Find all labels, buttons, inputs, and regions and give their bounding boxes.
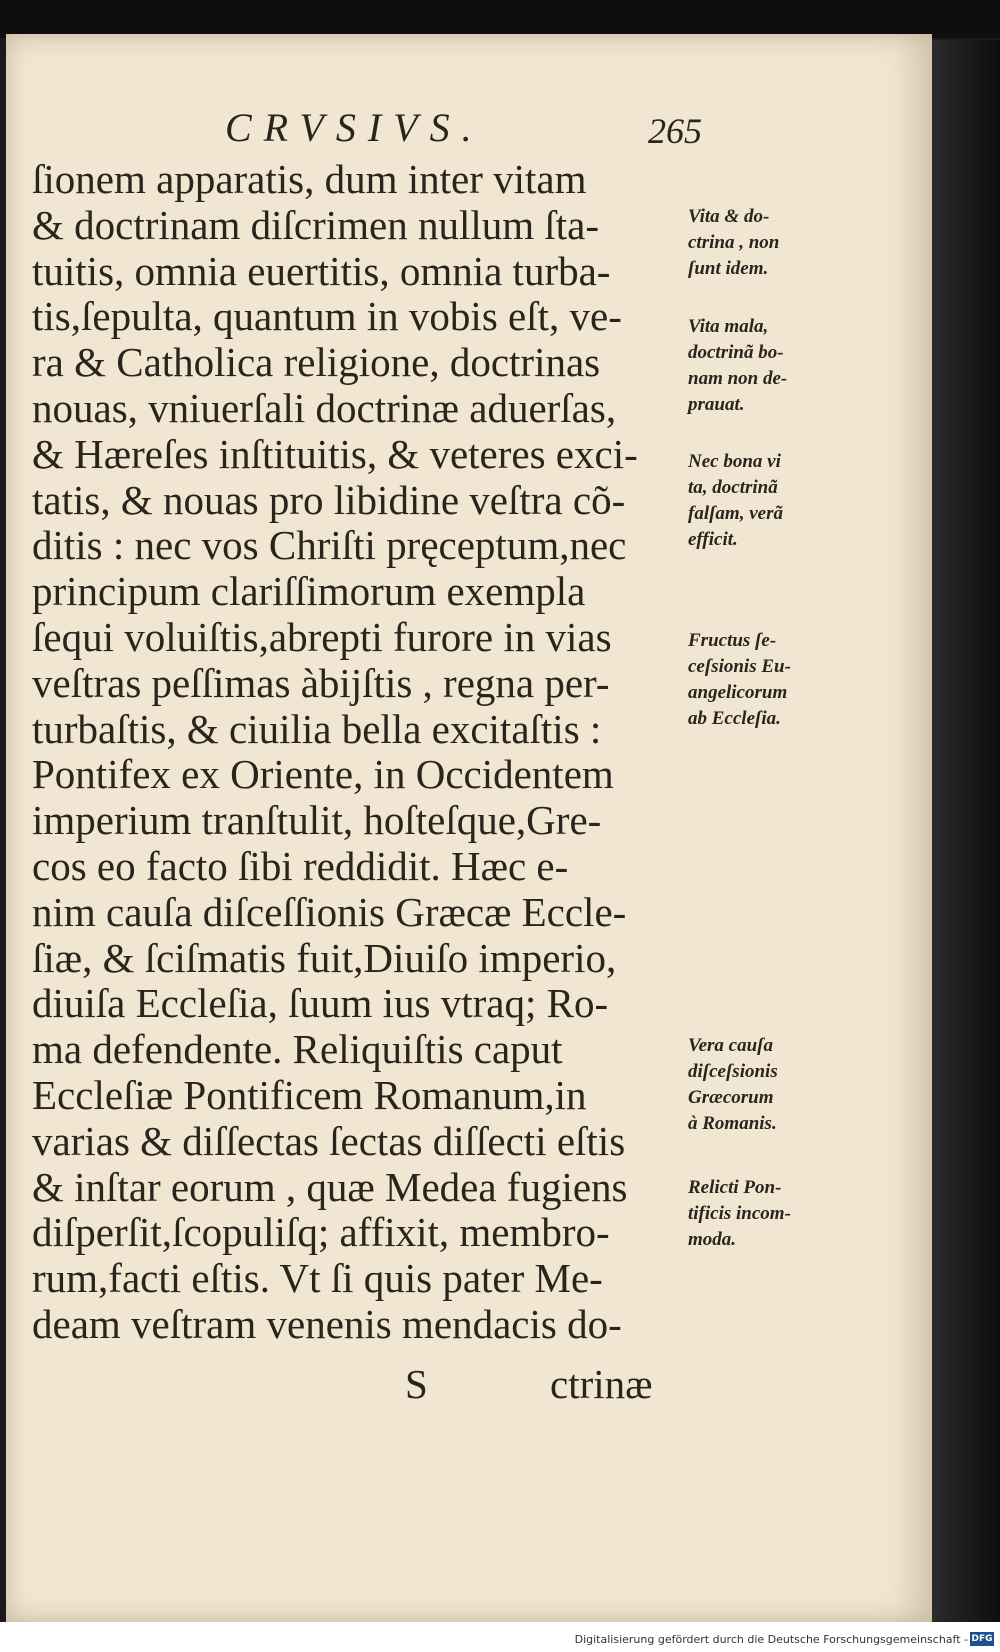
text-line: cos eo facto ſibi reddidit. Hæc e- bbox=[32, 842, 569, 889]
margin-note-line: nam non de- bbox=[688, 368, 788, 389]
margin-note-line: Nec bona vi bbox=[688, 451, 781, 472]
margin-note-line: Relicti Pon- bbox=[688, 1177, 782, 1198]
text-line: ma defendente. Reliquiſtis caput bbox=[32, 1026, 563, 1073]
margin-note-vita-doctrina bbox=[688, 204, 848, 282]
margin-note-line: ab Eccleſia. bbox=[688, 708, 781, 729]
margin-note-line: angelicorum bbox=[688, 682, 788, 703]
margin-note-line: ta, doctrinã bbox=[688, 477, 778, 498]
main-text-block bbox=[32, 157, 692, 1348]
text-line: ſionem apparatis, dum inter vitam bbox=[32, 156, 587, 202]
text-line: Pontifex ex Oriente, in Occidentem bbox=[32, 751, 614, 798]
text-line: tatis, & nouas pro libidine veſtra cõ- bbox=[32, 476, 626, 523]
margin-note-line: ſunt idem. bbox=[688, 258, 769, 279]
text-line: & inſtar eorum , quæ Medea fugiens bbox=[32, 1163, 628, 1210]
margin-note-line: Vita & do- bbox=[688, 206, 770, 227]
margin-note-line: tificis incom- bbox=[688, 1203, 791, 1224]
dfg-logo: DFG bbox=[971, 1634, 993, 1644]
margin-note-line: falſam, verã bbox=[688, 503, 783, 524]
margin-note-line: prauat. bbox=[688, 394, 745, 415]
margin-note-vera-causa bbox=[688, 1033, 848, 1137]
text-line: nim cauſa diſceſſionis Græcæ Eccle- bbox=[32, 888, 627, 935]
text-line: tis,ſepulta, quantum in vobis eſt, ve- bbox=[32, 293, 622, 340]
signature-mark: S bbox=[405, 1361, 428, 1407]
margin-note-relicti-pontificis bbox=[688, 1175, 848, 1253]
text-line: tuitis, omnia euertitis, omnia turba- bbox=[32, 247, 611, 294]
margin-note-line: ceſsionis Eu- bbox=[688, 656, 791, 677]
text-line: & doctrinam diſcrimen nullum ſta- bbox=[32, 201, 600, 248]
text-line: nouas, vniuerſali doctrinæ aduerſas, bbox=[32, 384, 617, 431]
page-edge-shadow bbox=[932, 40, 1000, 1622]
text-line: & Hæreſes inſtituitis, & veteres exci- bbox=[32, 430, 638, 477]
text-line: ſiæ, & ſciſmatis fuit,Diuiſo imperio, bbox=[32, 934, 617, 981]
text-line: ſequi voluiſtis,abrepti furore in vias bbox=[32, 613, 612, 660]
margin-note-line: ctrina , non bbox=[688, 232, 780, 253]
text-line: varias & diſſectas ſectas diſſecti eſtis bbox=[32, 1117, 626, 1164]
margin-note-line: diſceſsionis bbox=[688, 1061, 778, 1082]
text-line: Eccleſiæ Pontificem Romanum,in bbox=[32, 1071, 587, 1118]
text-line: diuiſa Eccleſia, ſuum ius vtraq; Ro- bbox=[32, 980, 609, 1027]
text-line: deam veſtram venenis mendacis do- bbox=[32, 1300, 622, 1347]
margin-note-nec-bona-vita bbox=[688, 449, 848, 553]
text-line: principum clariſſimorum exempla bbox=[32, 568, 586, 615]
margin-note-line: à Romanis. bbox=[688, 1113, 777, 1134]
text-line: turbaſtis, & ciuilia bella excitaſtis : bbox=[32, 705, 602, 752]
text-line: diſperſit,ſcopuliſq; affixit, membro- bbox=[32, 1209, 610, 1256]
running-title: CRVSIVS. bbox=[225, 105, 484, 150]
margin-note-line: Vera cauſa bbox=[688, 1035, 773, 1056]
margin-note-line: Fructus ſe- bbox=[688, 630, 777, 651]
text-line: veſtras peſſimas àbijſtis , regna per- bbox=[32, 659, 610, 706]
margin-note-line: moda. bbox=[688, 1229, 737, 1250]
text-line: ditis : nec vos Chriſti pręceptum,nec bbox=[32, 522, 627, 569]
margin-note-line: Græcorum bbox=[688, 1087, 774, 1108]
margin-note-line: Vita mala, bbox=[688, 316, 769, 337]
margin-note-line: doctrinã bo- bbox=[688, 342, 784, 363]
margin-note-fructus-secessionis bbox=[688, 628, 848, 732]
scan-background-top bbox=[0, 0, 1000, 38]
margin-note-vita-mala bbox=[688, 314, 848, 418]
funding-credit: Digitalisierung gefördert durch die Deutsche Forschungsgemeinschaft - bbox=[574, 1633, 968, 1646]
text-line: imperium tranſtulit, hoſteſque,Gre- bbox=[32, 797, 602, 844]
page-number: 265 bbox=[648, 111, 702, 151]
text-line: ra & Catholica religione, doctrinas bbox=[32, 339, 601, 386]
margin-note-line: efficit. bbox=[688, 529, 738, 550]
text-line: rum,facti eſtis. Vt ſi quis pater Me- bbox=[32, 1255, 603, 1302]
catchword: ctrinæ bbox=[550, 1361, 653, 1407]
